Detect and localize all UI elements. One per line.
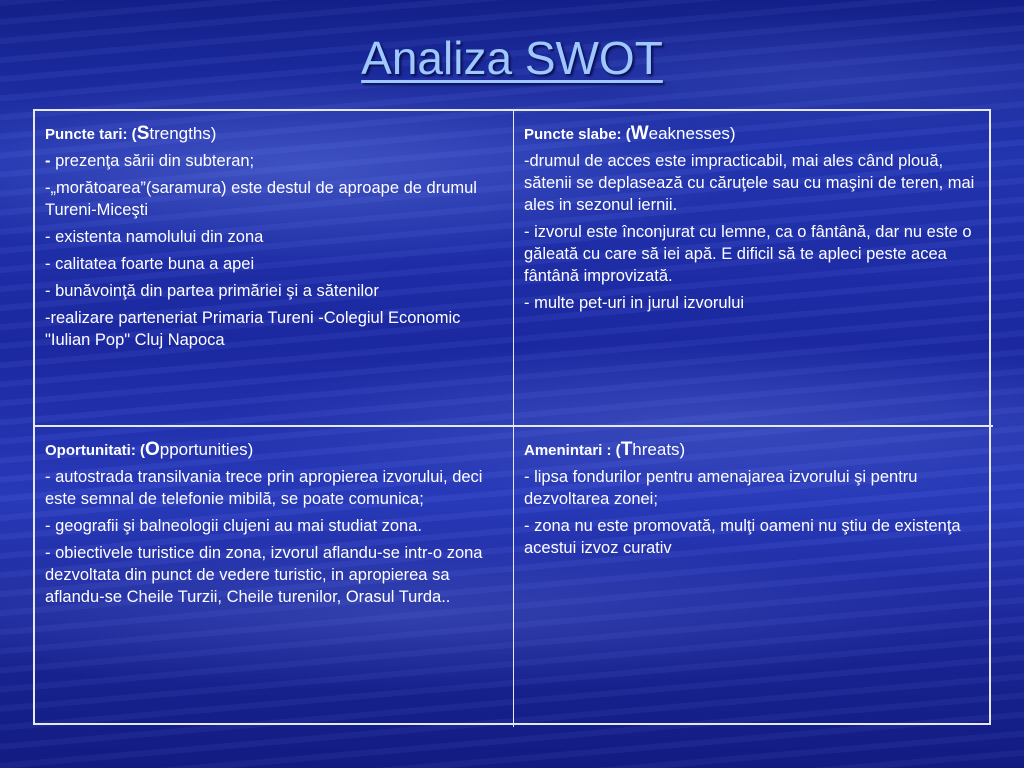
weaknesses-item: - izvorul este înconjurat cu lemne, ca o fântână, dar nu este o găleată cu care să iei apă. E dificil să te apleci peste acea fântână improvizată. xyxy=(524,223,972,285)
strengths-item xyxy=(45,253,503,275)
strengths-item-text: -realizare parteneriat Primaria Tureni -Colegiul Economic "Iulian Pop" Cluj Napoca xyxy=(45,309,461,349)
strengths-item xyxy=(45,307,503,351)
threats-heading xyxy=(524,439,983,462)
weaknesses-cell xyxy=(514,111,993,427)
threats-item: - zona nu este promovată, mulţi oameni nu ştiu de existenţa acestui izvoz curativ xyxy=(524,517,961,557)
weaknesses-letter: W xyxy=(630,123,649,144)
threats-cell xyxy=(514,427,993,727)
strengths-label: Puncte tari: ( xyxy=(45,126,137,143)
opportunities-heading xyxy=(45,439,503,462)
opportunities-item: - geografii şi balneologii clujeni au mai studiat zona. xyxy=(45,517,422,535)
opportunities-item: - autostrada transilvania trece prin apropierea izvorului, deci este semnal de telefonie mibilă, se poate comunica; xyxy=(45,468,483,508)
weaknesses-label: Puncte slabe: ( xyxy=(524,126,631,143)
opportunities-word: pportunities) xyxy=(159,440,254,459)
weaknesses-item: - multe pet-uri in jurul izvorului xyxy=(524,294,745,312)
strengths-cell xyxy=(35,111,514,427)
threats-label: Amenintari : ( xyxy=(524,442,621,459)
opportunities-letter: O xyxy=(144,439,160,460)
strengths-item xyxy=(45,150,503,172)
opportunities-label: Oportunitati: ( xyxy=(45,442,145,459)
weaknesses-item: -drumul de acces este impracticabil, mai ales când plouă, sătenii se deplasează cu căruţele sau cu maşini de teren, mai ales in sezonul iernii. xyxy=(524,152,975,214)
strengths-item-text: - bunăvoinţă din partea primăriei şi a sătenilor xyxy=(45,282,379,300)
strengths-item-text: -„morătoarea”(saramura) este destul de aproape de drumul Tureni-Miceşti xyxy=(45,179,477,219)
opportunities-item: - obiectivele turistice din zona, izvorul aflandu-se intr-o zona dezvoltata din punct de vedere turistic, in apropierea sa aflandu-se Cheile Turzii, Cheile turenilor, Orasul Turda.. xyxy=(45,544,483,606)
strengths-heading xyxy=(45,123,503,146)
weaknesses-heading xyxy=(524,123,983,146)
weaknesses-word: eaknesses) xyxy=(648,124,736,143)
strengths-item xyxy=(45,280,503,302)
threats-word: hreats) xyxy=(632,440,686,459)
opportunities-cell xyxy=(35,427,514,727)
strengths-item-text: - existenta namolului din zona xyxy=(45,228,264,246)
strengths-item-text: prezenţa sării din subteran; xyxy=(55,152,255,170)
threats-item: - lipsa fondurilor pentru amenajarea izvorului şi pentru dezvoltarea zonei; xyxy=(524,468,918,508)
strengths-item xyxy=(45,177,503,221)
strengths-item-text: - calitatea foarte buna a apei xyxy=(45,255,255,273)
strengths-item xyxy=(45,226,503,248)
strengths-item-prefix: - xyxy=(45,152,56,170)
strengths-letter: S xyxy=(136,123,150,144)
strengths-word: trengths) xyxy=(149,124,217,143)
slide-title: Analiza SWOT xyxy=(361,32,663,84)
threats-letter: T xyxy=(620,439,633,460)
swot-table xyxy=(33,109,991,725)
